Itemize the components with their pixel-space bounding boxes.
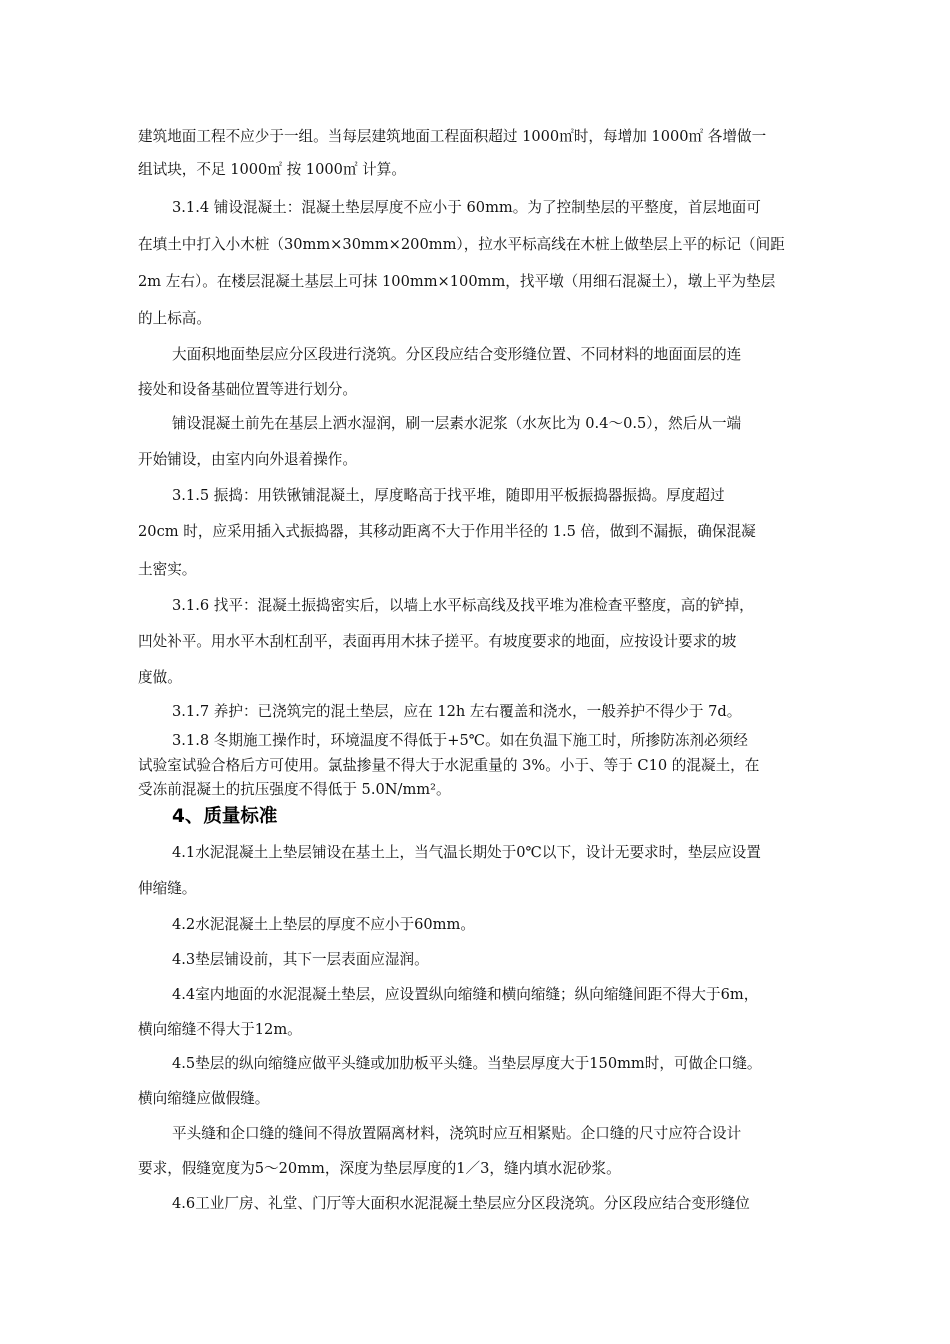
text-line: 建筑地面工程不应少于一组。当每层建筑地面工程面积超过 1000㎡时，每增加 1000㎡ 各增做一 xyxy=(138,128,767,145)
text-line: 土密实。 xyxy=(138,561,197,578)
text-line: 3.1.8 冬期施工操作时，环境温度不得低于+5℃。如在负温下施工时，所掺防冻剂必须经 xyxy=(172,732,748,749)
text-line: 开始铺设，由室内向外退着操作。 xyxy=(138,451,357,468)
text-line: 横向缩缝不得大于12m。 xyxy=(138,1021,302,1038)
text-line: 大面积地面垫层应分区段进行浇筑。分区段应结合变形缝位置、不同材料的地面面层的连 xyxy=(172,346,742,363)
text-line: 的上标高。 xyxy=(138,310,211,327)
text-line: 3.1.6 找平：混凝土振捣密实后，以墙上水平标高线及找平堆为准检查平整度，高的铲掉， xyxy=(172,597,754,614)
text-line: 4.5垫层的纵向缩缝应做平头缝或加肋板平头缝。当垫层厚度大于150mm时，可做企口缝。 xyxy=(172,1055,762,1072)
text-line: 在填土中打入小木桩（30mm×30mm×200mm），拉水平标高线在木桩上做垫层上平的标记（间距 xyxy=(138,236,785,253)
text-line: 3.1.4 铺设混凝土：混凝土垫层厚度不应小于 60mm。为了控制垫层的平整度，首层地面可 xyxy=(172,199,761,216)
text-line: 4.4室内地面的水泥混凝土垫层，应设置纵向缩缝和横向缩缝；纵向缩缝间距不得大于6m， xyxy=(172,986,759,1003)
text-line: 凹处补平。用水平木刮杠刮平，表面再用木抹子搓平。有坡度要求的地面，应按设计要求的坡 xyxy=(138,633,737,650)
text-line: 3.1.7 养护：已浇筑完的混土垫层，应在 12h 左右覆盖和浇水，一般养护不得少于 7d。 xyxy=(172,703,742,720)
text-line: 横向缩缝应做假缝。 xyxy=(138,1090,270,1107)
text-line: 受冻前混凝土的抗压强度不得低于 5.0N/mm²。 xyxy=(138,781,451,798)
text-line: 平头缝和企口缝的缝间不得放置隔离材料，浇筑时应互相紧贴。企口缝的尺寸应符合设计 xyxy=(172,1125,742,1142)
text-line: 组试块，不足 1000㎡ 按 1000㎡ 计算。 xyxy=(138,161,406,178)
text-line: 3.1.5 振捣：用铁锹铺混凝土，厚度略高于找平堆，随即用平板振捣器振捣。厚度超过 xyxy=(172,487,725,504)
text-line: 要求，假缝宽度为5～20mm，深度为垫层厚度的1／3，缝内填水泥砂浆。 xyxy=(138,1160,621,1177)
text-line: 试验室试验合格后方可使用。氯盐掺量不得大于水泥重量的 3%。小于、等于 C10 的混凝土，在 xyxy=(138,757,760,774)
text-line: 20cm 时，应采用插入式振捣器，其移动距离不大于作用半径的 1.5 倍，做到不漏振，确保混凝 xyxy=(138,523,756,540)
text-line: 伸缩缝。 xyxy=(138,880,197,897)
text-line: 4.6工业厂房、礼堂、门厅等大面积水泥混凝土垫层应分区段浇筑。分区段应结合变形缝位 xyxy=(172,1195,750,1212)
text-line: 4.1水泥混凝土上垫层铺设在基土上，当气温长期处于0℃以下，设计无要求时，垫层应设置 xyxy=(172,844,761,861)
text-line: 度做。 xyxy=(138,669,182,686)
text-line: 4.3垫层铺设前，其下一层表面应湿润。 xyxy=(172,951,429,968)
text-line: 接处和设备基础位置等进行划分。 xyxy=(138,381,357,398)
text-line: 4.2水泥混凝土上垫层的厚度不应小于60mm。 xyxy=(172,916,475,933)
text-line: 2m 左右）。在楼层混凝土基层上可抹 100mm×100mm，找平墩（用细石混凝土），墩上平为垫层 xyxy=(138,273,776,290)
text-line: 铺设混凝土前先在基层上洒水湿润，刷一层素水泥浆（水灰比为 0.4～0.5），然后从一端 xyxy=(172,415,742,432)
section-heading: 4、质量标准 xyxy=(172,806,278,827)
